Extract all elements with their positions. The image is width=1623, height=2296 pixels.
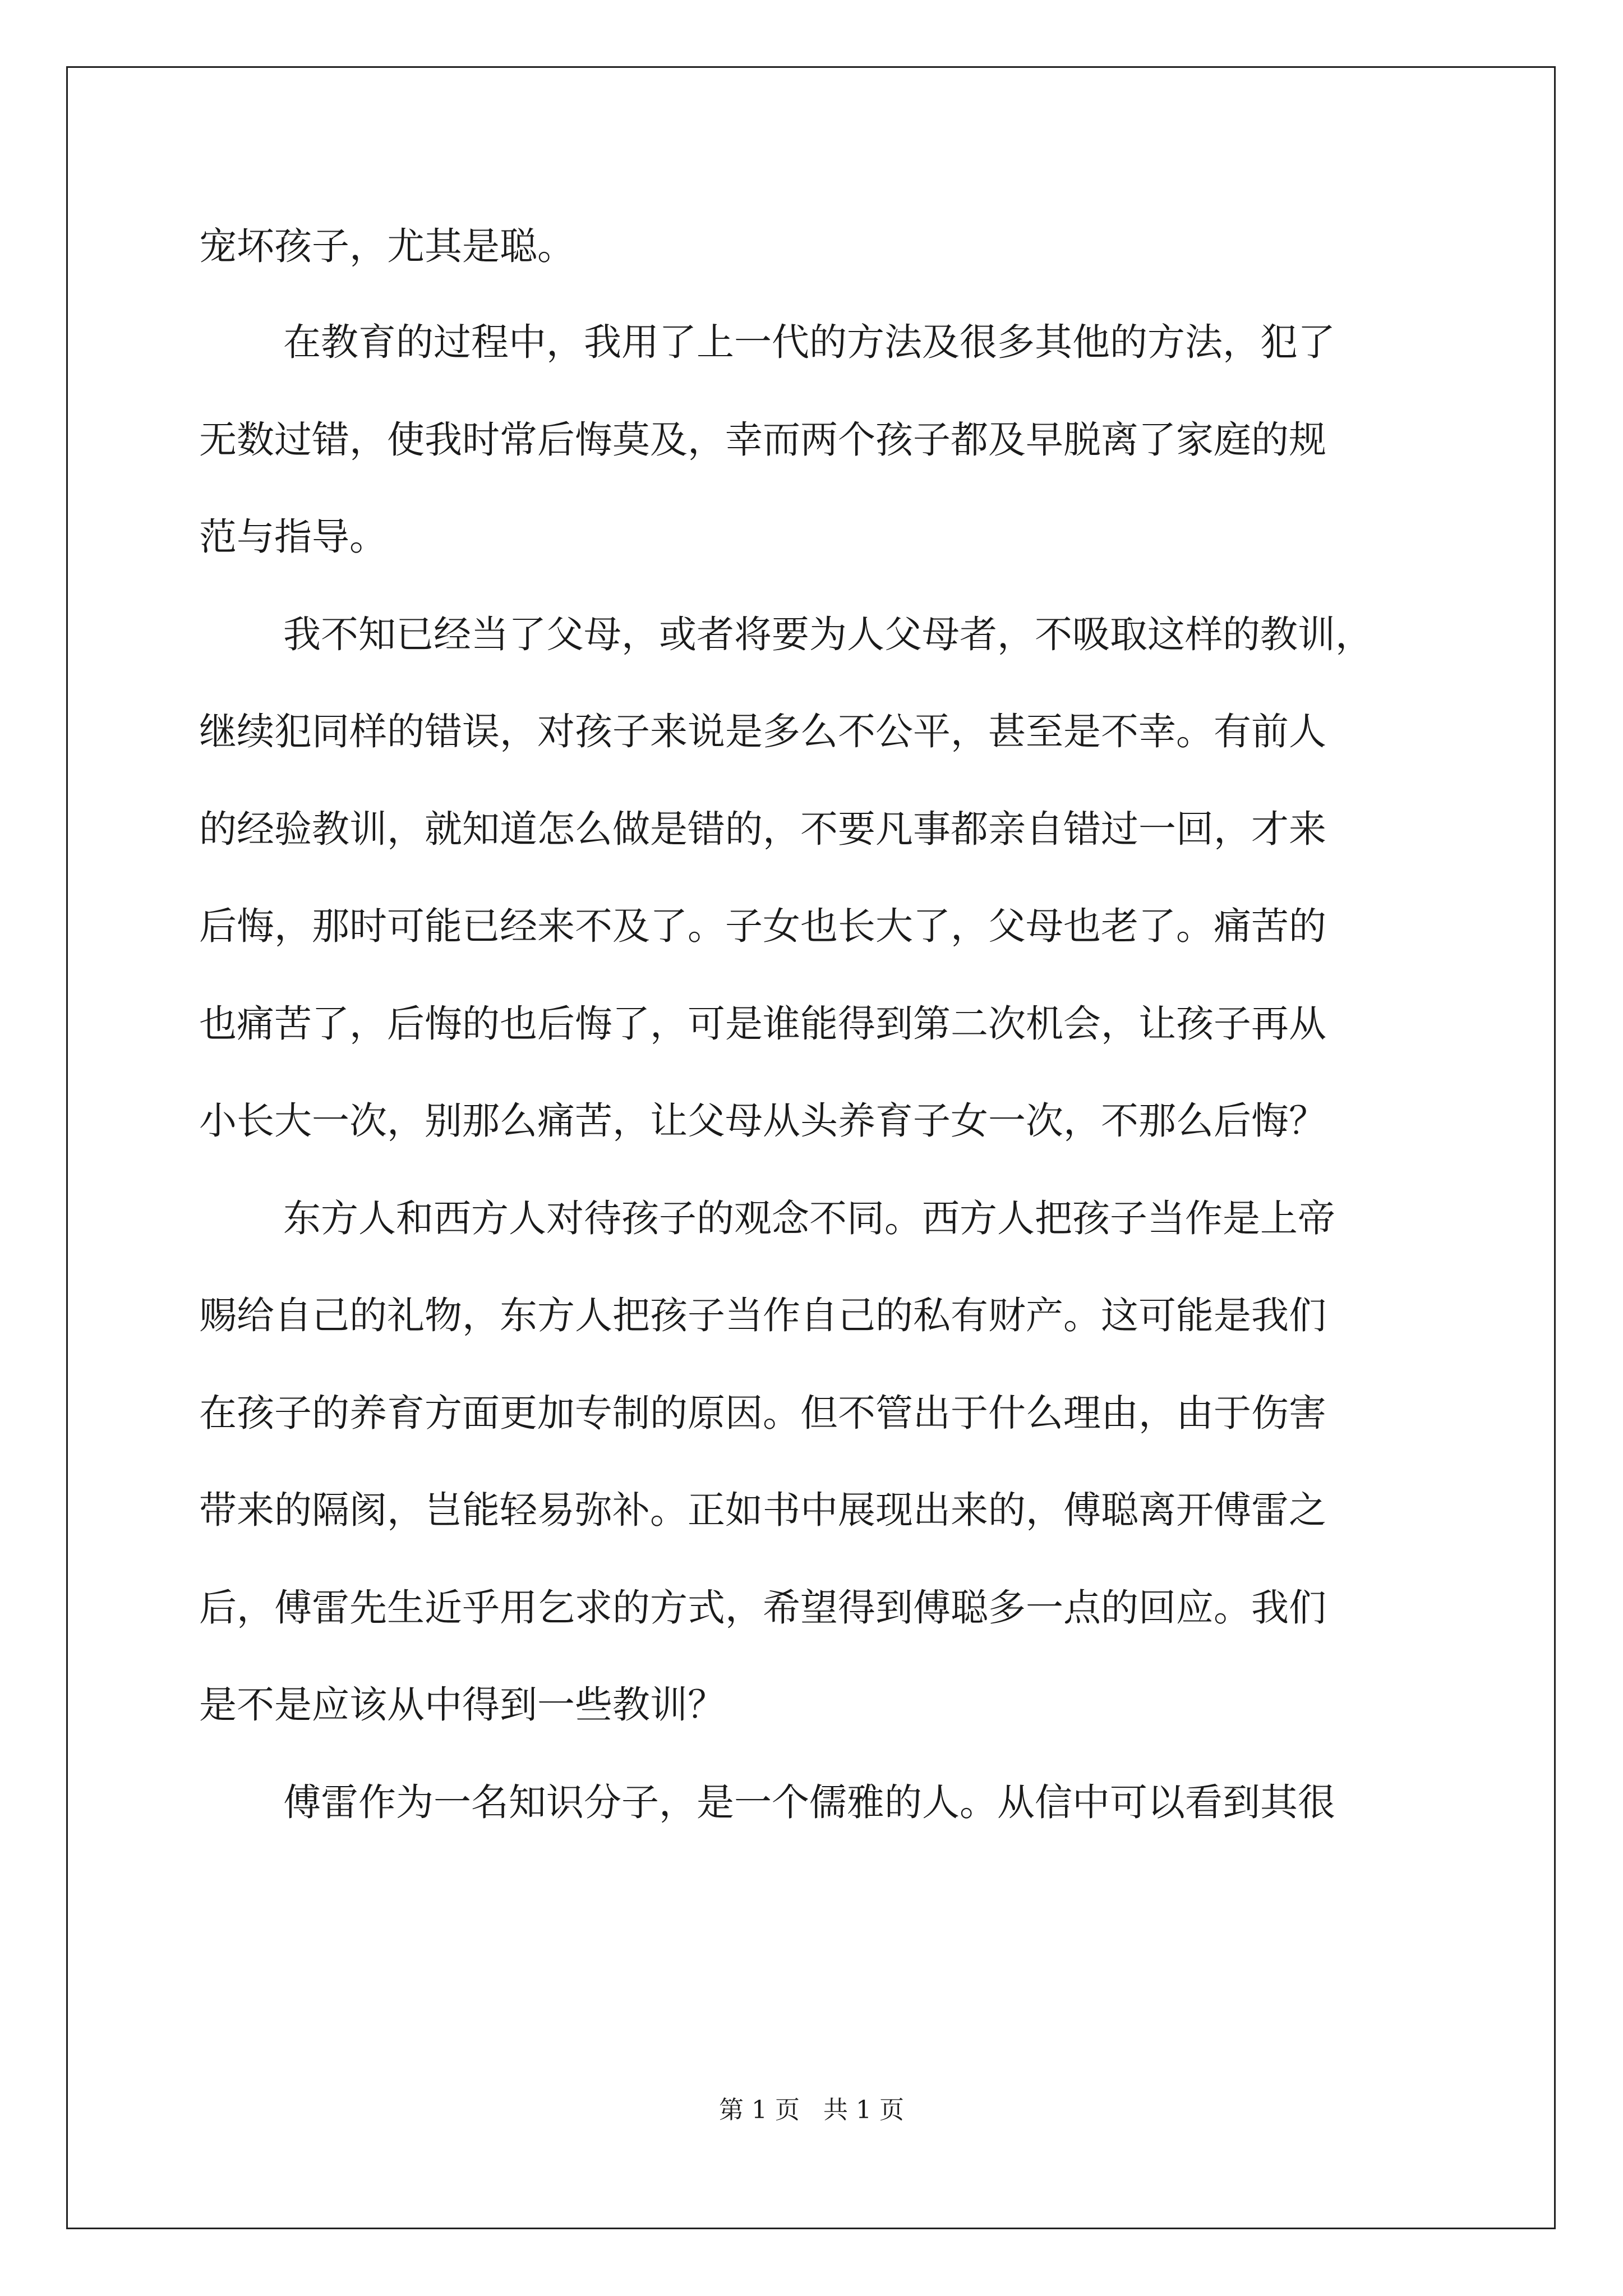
text-line: 在孩子的养育方面更加专制的原因。但不管出于什么理由，由于伤害: [199, 1391, 1326, 1435]
text-line: 我不知已经当了父母，或者将要为人父母者，不吸取这样的教训，: [283, 613, 1373, 656]
text-line: 的经验教训，就知道怎么做是错的，不要凡事都亲自错过一回，才来: [199, 807, 1326, 851]
text-line: 后悔，那时可能已经来不及了。子女也长大了，父母也老了。痛苦的: [199, 904, 1326, 948]
text-line: 也痛苦了，后悔的也后悔了，可是谁能得到第二次机会，让孩子再从: [199, 1002, 1326, 1046]
text-line: 范与指导。: [199, 515, 387, 559]
text-line: 傅雷作为一名知识分子，是一个儒雅的人。从信中可以看到其很: [283, 1780, 1335, 1824]
text-line: 东方人和西方人对待孩子的观念不同。西方人把孩子当作是上帝: [283, 1197, 1335, 1240]
text-line: 是不是应该从中得到一些教训？: [199, 1683, 725, 1727]
text-line: 小长大一次，别那么痛苦，让父母从头养育子女一次，不那么后悔？: [199, 1099, 1326, 1143]
text-line: 无数过错，使我时常后悔莫及，幸而两个孩子都及早脱离了家庭的规: [199, 418, 1326, 462]
text-line: 后，傅雷先生近乎用乞求的方式，希望得到傅聪多一点的回应。我们: [199, 1586, 1326, 1630]
text-line: 赐给自己的礼物，东方人把孩子当作自己的私有财产。这可能是我们: [199, 1294, 1326, 1337]
text-line: 宠坏孩子，尤其是聪。: [199, 224, 575, 268]
page-border: [66, 66, 1556, 2229]
text-line: 在教育的过程中，我用了上一代的方法及很多其他的方法，犯了: [283, 320, 1335, 364]
text-line: 继续犯同样的错误，对孩子来说是多么不公平，甚至是不幸。有前人: [199, 710, 1326, 753]
page-number-footer: 第 1 页 共 1 页: [719, 2096, 904, 2124]
text-line: 带来的隔阂，岂能轻易弥补。正如书中展现出来的，傅聪离开傅雷之: [199, 1488, 1326, 1532]
